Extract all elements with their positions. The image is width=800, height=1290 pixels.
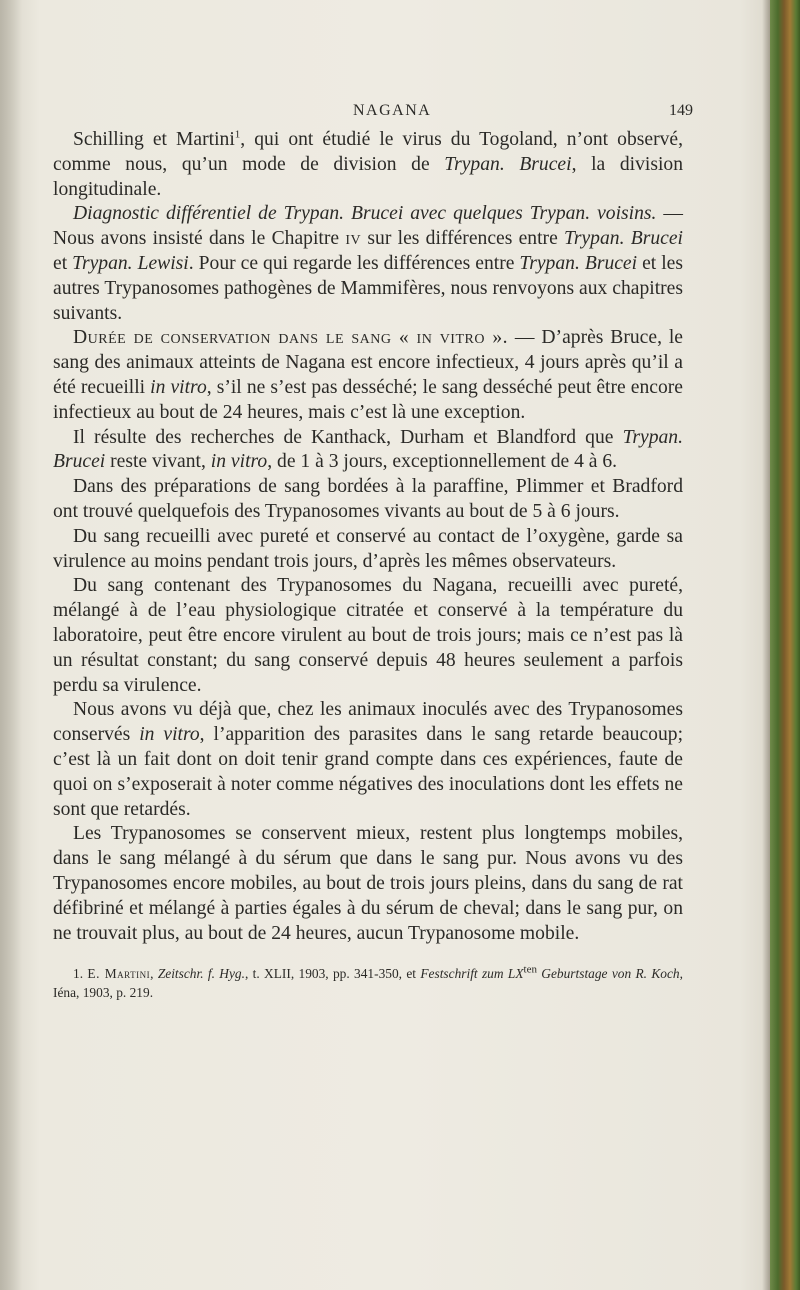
text-run: et les autres Trypanosomes pathogènes de Mammifères, nous renvoyons aux chapitres suivants. — [53, 252, 683, 324]
footnote-author: E. Martini — [87, 966, 151, 982]
text-run: Schilling et Martini — [73, 129, 235, 150]
footnote-ref: 1 — [234, 128, 241, 141]
text-run: Du sang contenant des Trypanosomes du Nagana, recueilli avec pureté, mélangé à de l’eau physiologique citratée et conservé à la température du laboratoire, peut être encore virulent au bout de trois jours; mais ce n’est pas là un résultat constant; du sang conservé depuis 48 heures seulement a parfois perdu sa virulence. — [53, 575, 683, 696]
text-run: , l’apparition des parasites dans le sang retarde beaucoup; c’est là un fait dont on doit tenir grand compte dans ces expériences, faute de quoi on s’exposerait à noter comme négatives des inoculations dont les effets ne sont que retardés. — [53, 724, 684, 820]
text-run: , Iéna, 1903, p. 219. — [53, 966, 683, 1001]
text-run: , la division longitudinale. — [53, 153, 683, 200]
book-binding-edge — [770, 0, 800, 1290]
paragraph-2 — [53, 202, 683, 326]
text-run: Les Trypanosomes se conservent mieux, restent plus longtemps mobiles, dans le sang mélangé à du sérum que dans le sang pur. Nous avons vu des Trypanosomes encore mobiles, au bout de trois jours pleins, dans du sang de rat défibriné et mélangé à parties égales à du sérum de cheval; dans le sang pur, on ne trouvait plus, au bout de 24 heures, aucun Trypanosome mobile. — [53, 823, 683, 944]
text-run: Nous avons vu déjà que, chez les animaux inoculés avec des Trypanosomes conservés — [53, 699, 683, 746]
text-run: , t. XLII, 1903, pp. 341-350, et — [244, 966, 421, 982]
chapter-ref: iv — [345, 228, 362, 250]
text-run: — Nous avons insisté dans le Chapitre — [53, 203, 684, 250]
species-name: Trypan. Brucei — [564, 228, 683, 250]
text-run: Dans des préparations de sang bordées à la paraffine, Plimmer et Bradford ont trouvé quelquefois des Trypanosomes vivants au bout de 5 à 6 jours. — [53, 476, 683, 522]
latin-term: in vitro — [139, 724, 200, 746]
text-run: Du sang recueilli avec pureté et conservé au contact de l’oxygène, garde sa virulence au moins pendant trois jours, d’après les mêmes observateurs. — [53, 525, 683, 572]
paragraph-6 — [53, 525, 683, 575]
festschrift-title: Festschrift zum LX — [420, 966, 524, 982]
paragraph-4 — [53, 426, 683, 476]
running-head-title: NAGANA — [353, 102, 432, 119]
text-run: , de 1 à 3 jours, exceptionnellement de 4 à 6. — [267, 451, 618, 473]
paragraph-7 — [53, 574, 683, 698]
paragraph-8 — [53, 698, 683, 822]
text-run: sur les différences entre — [361, 228, 565, 250]
gutter-shadow — [0, 0, 22, 1290]
footnote-1 — [53, 964, 683, 1002]
text-run: Il résulte des recherches de Kanthack, Durham et Blandford que — [73, 426, 623, 448]
book-page — [53, 0, 753, 1002]
paragraph-9 — [53, 822, 683, 946]
journal-title: Zeitschr. f. Hyg. — [157, 966, 245, 982]
running-head — [53, 102, 753, 126]
paragraph-5 — [53, 475, 683, 525]
footnotes — [53, 964, 683, 1002]
section-heading: Diagnostic différentiel de Trypan. Brucei avec quelques Trypan. voisins. — [73, 203, 657, 225]
text-run: . Pour ce qui regarde les différences entre — [188, 252, 520, 274]
section-heading: Durée de conservation dans le sang « in vitro ». — [73, 327, 509, 349]
latin-term: in vitro — [210, 451, 268, 473]
species-name: Trypan. Brucei — [519, 252, 638, 274]
footnote-number: 1. — [73, 966, 84, 982]
text-run: reste vivant, — [105, 451, 211, 473]
text-run: , s’il ne s’est pas desséché; le sang desséché peut être encore infectieux au bout de 24 heures, mais c’est là une exception. — [53, 376, 683, 423]
paragraph-1 — [53, 128, 683, 202]
species-name: Trypan. Lewisi — [72, 252, 189, 274]
text-run: et — [53, 252, 73, 274]
text-run: — D’après Bruce, le sang des animaux atteints de Nagana est encore infectieux, 4 jours après qu’il a été recueilli — [53, 327, 683, 398]
text-run: , — [150, 966, 158, 982]
ordinal-suffix: ten — [523, 963, 537, 976]
page-edge-shadow — [762, 0, 770, 1290]
text-run: , qui ont étudié le virus du Togoland, n’ont observé, comme nous, qu’un mode de division de — [53, 129, 683, 175]
latin-term: in vitro — [150, 376, 207, 398]
body-text — [53, 128, 683, 946]
species-name: Trypan. Brucei — [444, 153, 572, 175]
page-number: 149 — [669, 102, 693, 119]
paragraph-3 — [53, 326, 683, 425]
species-name: Trypan. Brucei — [53, 426, 683, 473]
festschrift-title-cont: Geburtstage von R. Koch — [536, 966, 680, 982]
